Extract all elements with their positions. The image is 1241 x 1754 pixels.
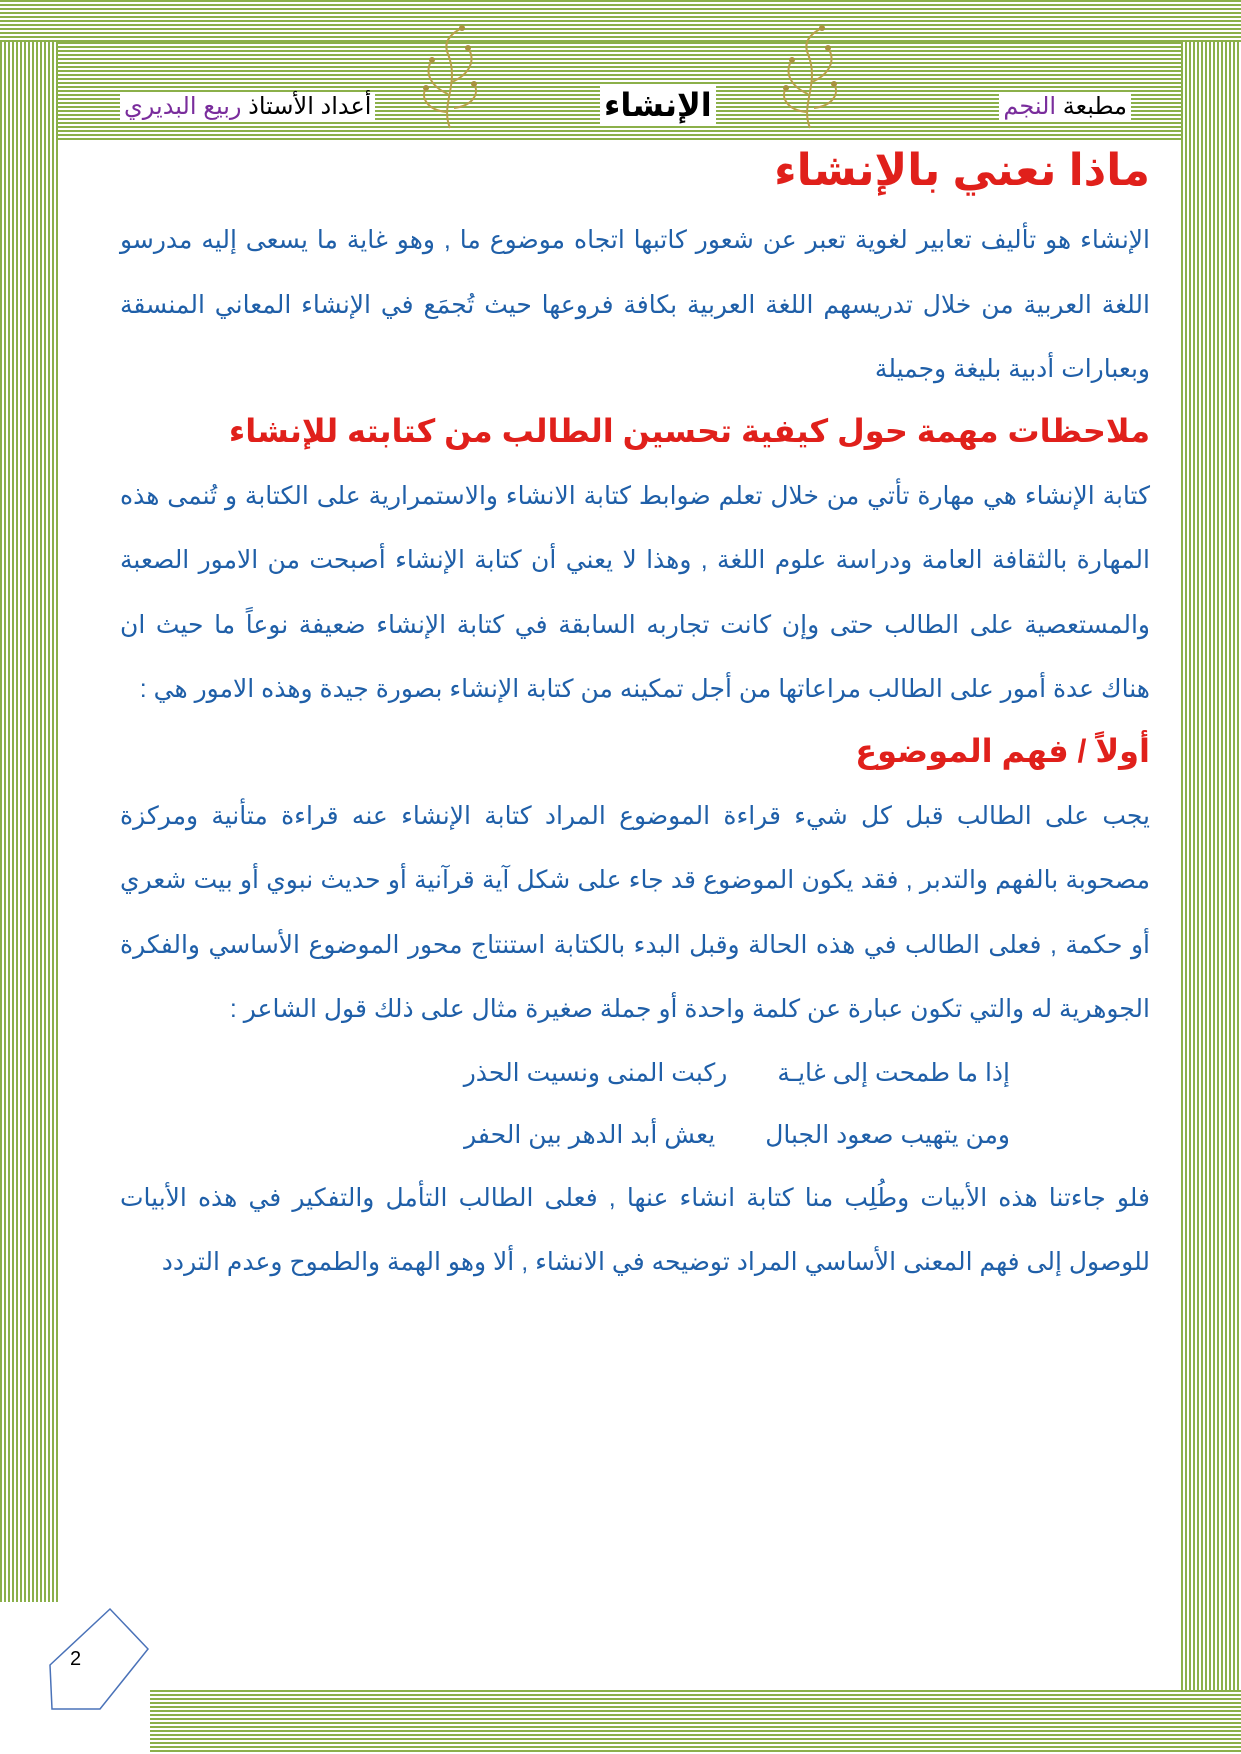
section-body-notes: كتابة الإنشاء هي مهارة تأتي من خلال تعلم ضوابط كتابة الانشاء والاستمرارية على الكتابة و تُنمى هذه المهارة بالثقافة العامة ودراسة علوم اللغة , وهذا لا يعني أن كتابة الإنشاء أصبحت من الامور الصعبة والمستعصية على الطالب حتى وإن كانت تجاربه السابقة في كتابة الإنشاء ضعيفة نوعاً ما حيث ان هناك عدة أمور على الطالب مراعاتها من أجل تمكينه من كتابة الإنشاء بصورة جيدة وهذه الامور هي : [120,481,1150,703]
poem-verse-2-first: ومن يتهيب صعود الجبال [765,1120,1010,1149]
document-content [120,145,1150,1295]
page-border-top [0,0,1241,42]
section-title-meaning: ماذا نعني بالإنشاء [774,146,1150,195]
section-title-notes: ملاحظات مهمة حول كيفية تحسين الطالب من كتابته للإنشاء [228,412,1150,449]
header-publisher [999,92,1131,121]
section-title-understanding: أولاً / فهم الموضوع [855,732,1150,769]
page-border-left [0,42,58,1602]
header-title: الإنشاء [600,86,716,124]
poem-verse-1-second: ركبت المنى ونسيت الحذر [463,1058,728,1087]
header-author-prefix: أعداد الأستاذ [248,93,372,120]
poem-verse-2 [120,1104,1150,1166]
page-number: 2 [70,1648,82,1670]
page-border-right [1181,42,1241,1754]
section-body-conclusion: فلو جاءتنا هذه الأبيات وطُلِب منا كتابة انشاء عنها , فعلى الطالب التأمل والتفكير في هذه الأبيات للوصول إلى فهم المعنى الأساسي المراد توضيحه في الانشاء , ألا وهو الهمة والطموح وعدم التردد [120,1183,1150,1276]
section-body-meaning: الإنشاء هو تأليف تعابير لغوية تعبر عن شعور كاتبها اتجاه موضوع ما , وهو غاية ما يسعى إليه مدرسو اللغة العربية من خلال تدريسهم اللغة العربية بكافة فروعها حيث تُجمَع في الإنشاء المعاني المنسقة وبعبارات أدبية بليغة وجميلة [120,226,1150,383]
header-author [120,92,375,121]
floral-ornament-icon [770,24,850,132]
poem-verse-2-second: يعش أبد الدهر بين الحفر [464,1120,716,1149]
page-border-bottom [150,1690,1241,1754]
section-body-understanding: يجب على الطالب قبل كل شيء قراءة الموضوع المراد كتابة الإنشاء عنه قراءة متأنية ومركزة مصحوبة بالفهم والتدبر , فقد يكون الموضوع قد جاء على شكل آية قرآنية أو حديث نبوي أو بيت شعري أو حكمة , فعلى الطالب في هذه الحالة وقبل البدء بالكتابة استنتاج محور الموضوع الأساسي والفكرة الجوهرية له والتي تكون عبارة عن كلمة واحدة أو جملة صغيرة مثال على ذلك قول الشاعر : [120,801,1150,1023]
header-author-name: ربيع البديري [124,93,242,120]
page-number-tab-icon [44,1605,154,1715]
header-publisher-prefix: مطبعة [1062,93,1127,120]
floral-ornament-icon [410,24,490,132]
poem-verse-1-first: إذا ما طمحت إلى غايـة [777,1058,1010,1087]
header-publisher-name: النجم [1003,93,1057,120]
poem-verse-1 [120,1042,1150,1104]
